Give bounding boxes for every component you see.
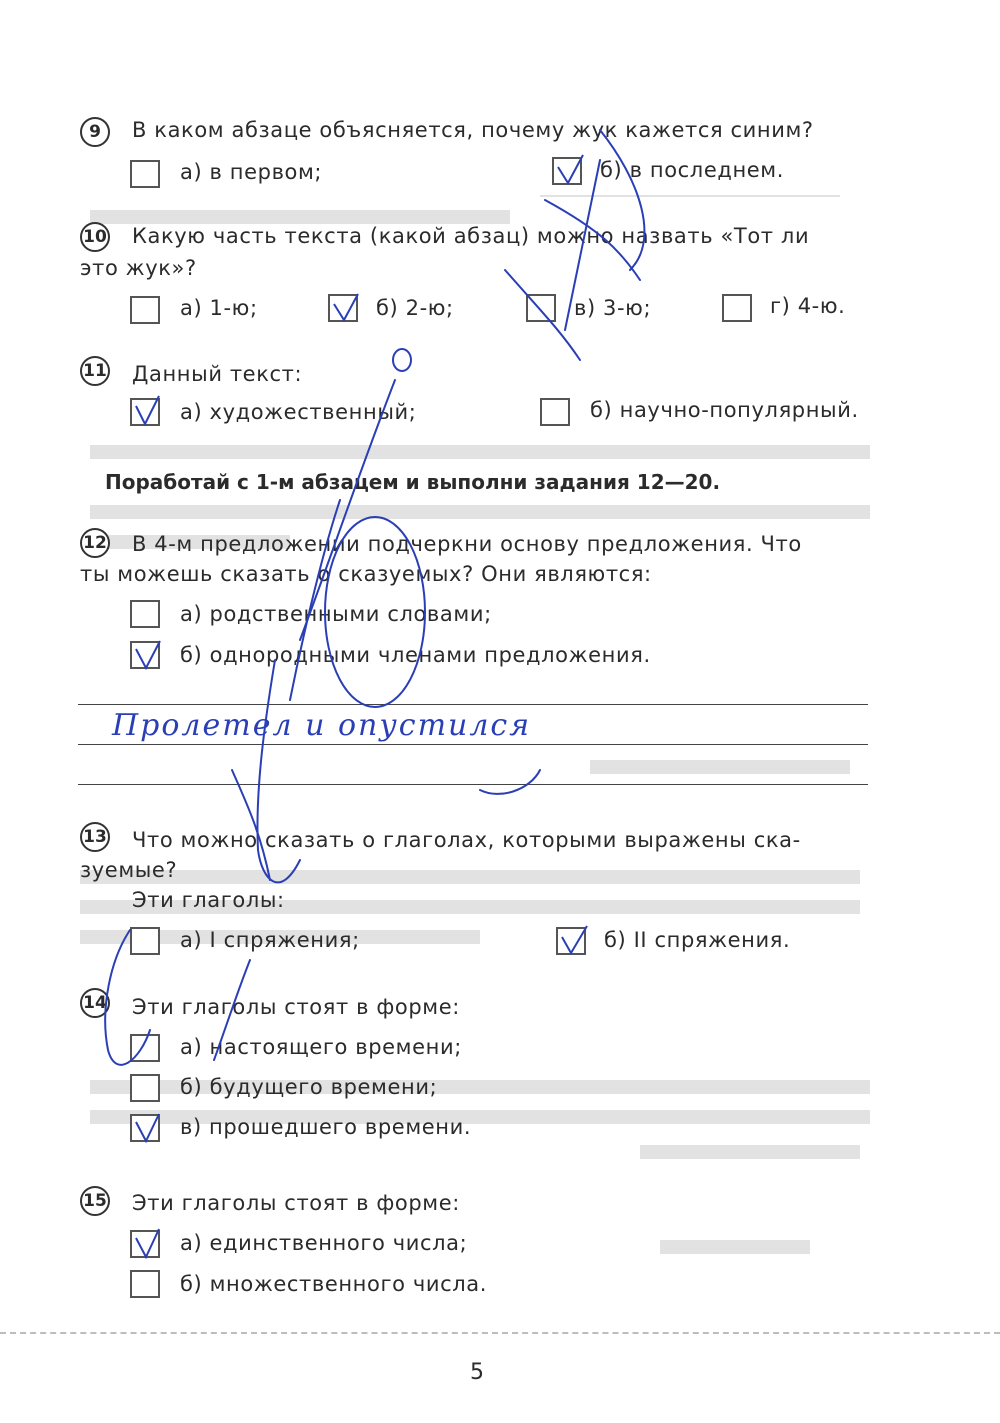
question-14-text: Эти глаголы стоят в форме:: [132, 995, 460, 1019]
question-10-line-2: это жук»?: [80, 256, 197, 280]
checkmark-icon: [330, 296, 360, 324]
q9-option-b: б) в последнем.: [600, 158, 785, 182]
question-number-13: 13: [80, 822, 110, 852]
q15-checkbox-a[interactable]: [130, 1230, 160, 1258]
answer-line-1: [78, 704, 868, 705]
section-heading: Поработай с 1-м абзацем и выполни задания 12—20.: [105, 470, 721, 494]
question-number-14: 14: [80, 988, 110, 1018]
q10-option-b: б) 2-ю;: [376, 296, 454, 320]
question-10-line-1: Какую часть текста (какой абзац) можно назвать «Тот ли: [132, 224, 810, 248]
q15-option-a: а) единственного числа;: [180, 1231, 468, 1255]
q15-option-b: б) множественного числа.: [180, 1272, 487, 1296]
q10-checkbox-c[interactable]: [526, 294, 556, 322]
answer-line-2: [78, 744, 868, 745]
q10-option-c: в) 3-ю;: [574, 296, 652, 320]
question-12-line-1: В 4-м предложении подчеркни основу предложения. Что: [132, 532, 802, 556]
q14-option-a: а) настоящего времени;: [180, 1035, 462, 1059]
page-number: 5: [470, 1360, 484, 1385]
question-number-12: 12: [80, 528, 110, 558]
ink-stroke: [290, 500, 340, 700]
q12-option-b: б) однородными членами предложения.: [180, 643, 651, 667]
checkmark-icon: [132, 1232, 162, 1260]
q9-checkbox-a[interactable]: [130, 160, 160, 188]
question-13-line-3: Эти глаголы:: [132, 888, 285, 912]
question-number-15: 15: [80, 1186, 110, 1216]
q15-checkbox-b[interactable]: [130, 1270, 160, 1298]
ink-stroke: [393, 349, 411, 371]
q11-checkbox-b[interactable]: [540, 398, 570, 426]
q13-checkbox-a[interactable]: [130, 927, 160, 955]
q14-checkbox-a[interactable]: [130, 1034, 160, 1062]
q14-option-b: б) будущего времени;: [180, 1075, 438, 1099]
checkmark-icon: [554, 159, 584, 187]
page-footer-divider: [0, 1332, 1000, 1336]
q11-checkbox-a[interactable]: [130, 398, 160, 426]
q9-checkbox-b[interactable]: [552, 157, 582, 185]
q14-option-c: в) прошедшего времени.: [180, 1115, 472, 1139]
ink-stroke: [600, 130, 644, 270]
answer-line-3: [78, 784, 868, 785]
question-12-line-2: ты можешь сказать о сказуемых? Они являются:: [80, 562, 652, 586]
q9-option-a: а) в первом;: [180, 160, 323, 184]
q10-checkbox-b[interactable]: [328, 294, 358, 322]
handwritten-answer: Пролетел и опустился: [112, 708, 532, 743]
q14-checkbox-c[interactable]: [130, 1114, 160, 1142]
q13-checkbox-b[interactable]: [556, 927, 586, 955]
q11-option-b: б) научно-популярный.: [590, 398, 859, 422]
q10-checkbox-a[interactable]: [130, 296, 160, 324]
q11-option-a: а) художественный;: [180, 400, 417, 424]
question-number-9: 9: [80, 117, 110, 147]
q10-option-d: г) 4-ю.: [770, 294, 846, 318]
ink-stroke: [480, 770, 540, 794]
question-number-11: 11: [80, 356, 110, 386]
question-13-line-2: зуемые?: [80, 858, 178, 882]
checkmark-icon: [132, 400, 162, 428]
q10-option-a: а) 1-ю;: [180, 296, 258, 320]
q12-option-a: а) родственными словами;: [180, 602, 492, 626]
question-number-10: 10: [80, 222, 110, 252]
q13-option-a: а) I спряжения;: [180, 928, 360, 952]
q12-checkbox-a[interactable]: [130, 600, 160, 628]
q14-checkbox-b[interactable]: [130, 1074, 160, 1102]
question-13-line-1: Что можно сказать о глаголах, которыми выражены ска-: [132, 828, 801, 852]
checkmark-icon: [132, 1116, 162, 1144]
q10-checkbox-d[interactable]: [722, 294, 752, 322]
question-9-text: В каком абзаце объясняется, почему жук кажется синим?: [132, 118, 814, 142]
ink-stroke: [232, 770, 270, 880]
question-11-text: Данный текст:: [132, 362, 303, 386]
question-15-text: Эти глаголы стоят в форме:: [132, 1191, 460, 1215]
checkmark-icon: [558, 929, 588, 957]
checkmark-icon: [132, 643, 162, 671]
q12-checkbox-b[interactable]: [130, 641, 160, 669]
q13-option-b: б) II спряжения.: [604, 928, 791, 952]
